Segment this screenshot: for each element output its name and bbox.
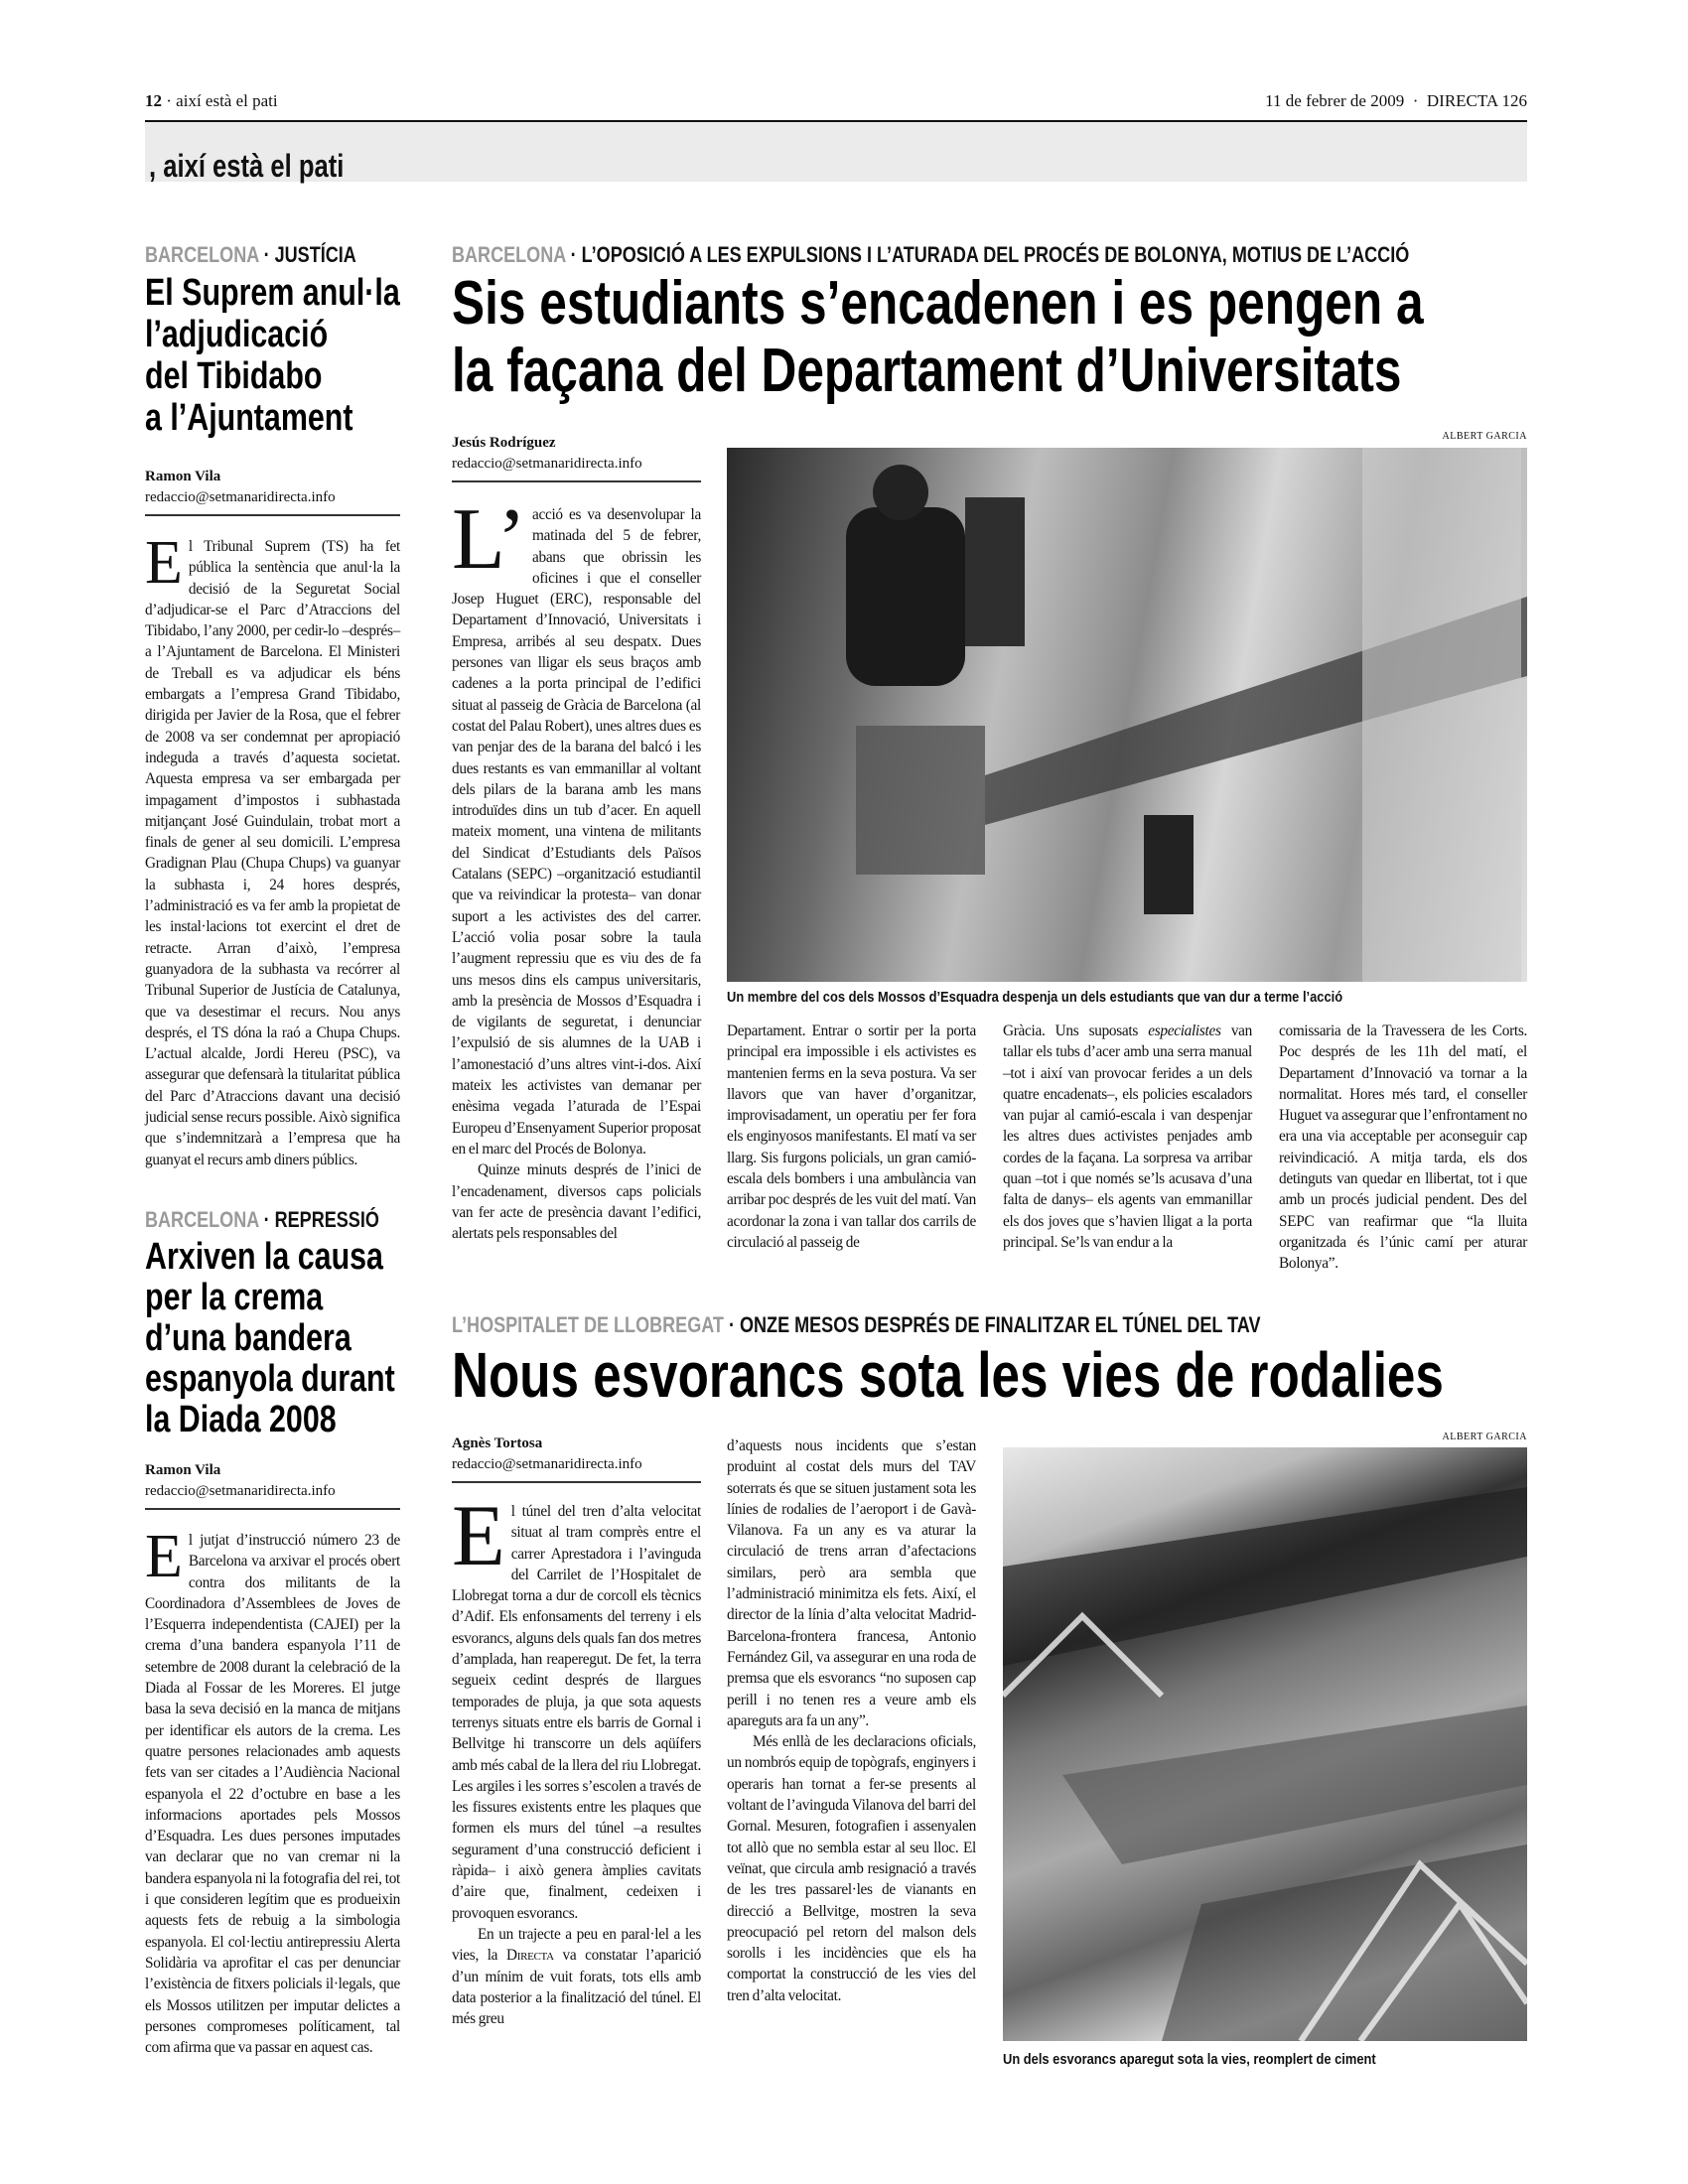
folio-separator: · <box>166 91 172 110</box>
drop-cap: E <box>145 1523 183 1590</box>
issue-separator: · <box>1412 91 1419 110</box>
kicker-place: BARCELONA <box>145 242 259 267</box>
main-story-1-headline <box>452 270 1424 405</box>
left-story-justicia <box>145 242 400 1170</box>
kicker-topic: · L’OPOSICIÓ A LES EXPULSIONS I L’ATURADA DEL PROCÉS DE BOLONYA, MOTIUS DE L’ACCIÓ <box>570 242 1410 267</box>
headline-line: la Diada 2008 <box>145 1399 337 1440</box>
main-story-2-col-2 <box>727 1435 976 2006</box>
paragraph-text: En un trajecte a peu en paral·lel a les vies, la <box>452 1925 701 1965</box>
kicker-place: BARCELONA <box>145 1207 259 1232</box>
paragraph: l jutjat d’instrucció número 23 de Barcelona va arxivar el procés obert contra dos militants de la Coordinadora d’Assemblees de Joves de l’Esquerra independentista (CAJEI) per la crema d’una bandera espanyola l’11 de setembre de 2008 durant la celebració de la Diada al Fossar de les Moreres. El jutge basa la seva decisió en la manca de mitjans per identificar els autors de la crema. Les quatre persones relacionades amb aquests fets van ser citades a l’Audiència Nacional espanyola el 22 d’octubre en base a les informacions aportades pels Mossos d’Esquadra. Les dues persones imputades van declarar que no van cremar ni la bandera espanyola ni la fotografia del rei, tot i que consideren legítim que es produeixin aquests fets de rebuig a la simbologia espanyola. El col·lectiu antirepressiu Alerta Solidària va aprofitar el cas per denunciar l’existència de fitxers policials il·legals, que els Mossos utilitzen per imputar delictes a persones compromeses políticament, tal com afirma que va passar en aquest cas. <box>145 1532 400 2057</box>
headline-line: espanyola durant <box>145 1358 395 1400</box>
folio-section: així està el pati <box>176 91 278 110</box>
main-story-1-col-1 <box>452 491 701 1244</box>
paragraph: Més enllà de les declaracions oficials, un nombrós equip de topògrafs, enginyers i operaris han tornat a fer-se presents al voltant de l’avinguda Vilanova del barri del Gornal. Mesuren, fotografien i assenyalen tot allò que no sembla estar al seu lloc. El veïnat, que circula amb resignació a través de les tres passarel·les de vianants en direcció a Bellvitge, mostren la seva preocupació pel retorn del malson dels sorolls i les incidències que els ha comportat la construcció de les vies del tren d’alta velocitat. <box>727 1733 976 2004</box>
main-story-2-headline <box>452 1340 1444 1410</box>
paragraph-text: va constatar l’aparició d’un mínim de vuit forats, tots ells amb data posterior a la finalització del túnel. El més greu <box>452 1947 702 2028</box>
section-title: , així està el pati <box>149 148 345 184</box>
emphasis: especialistes <box>1148 1023 1221 1039</box>
byline <box>145 467 400 516</box>
headline-line: El Suprem anul·la <box>145 272 400 314</box>
photo-sinkhole-tracks <box>1003 1447 1527 2041</box>
photo-caption: Un membre del cos dels Mossos d’Esquadra despenja un dels estudiants que van dur a terme l’acció <box>727 989 1343 1006</box>
main-story-1-col-3 <box>1003 1021 1252 1253</box>
headline-line: d’una bandera <box>145 1317 352 1359</box>
photo-illustration <box>727 448 1527 982</box>
headline-line: Arxiven la causa <box>145 1236 383 1278</box>
paragraph: l túnel del tren d’alta velocitat situat al tram comprès entre el carrer Aprestadora i l’avinguda del Carrilet de l’Hospitalet de Llobregat torna a dur de corcoll els tècnics d’Adif. Els enfonsaments del terreny i els esvorancs, alguns dels quals fan dos metres d’amplada, han reaperegut. De fet, la terra segueix cedint després de llargues temporades de pluja, ja que sota aquests terrenys situats entre els barris de Gornal i Bellvitge hi transcorre un dels aqüífers amb més cabal de la llera del riu Llobregat. Les argiles i les sorres s’escolen a través de les fissures existents entre les plaques que formen els murs del túnel –a resultes segurament d’una construcció deficient i ràpida– i això genera àmplies cavitats d’aire que, finalment, cedeixen i provoquen esvorancs. <box>452 1503 701 1922</box>
photo-caption: Un dels esvorancs aparegut sota la vies, reomplert de ciment <box>1003 2051 1376 2068</box>
kicker-topic: · ONZE MESOS DESPRÉS DE FINALITZAR EL TÚNEL DEL TAV <box>728 1312 1261 1337</box>
headline-line: Nous esvorancs sota les vies de rodalies <box>452 1339 1444 1411</box>
issue-date: 11 de febrer de 2009 <box>1265 91 1405 110</box>
main-story-1-kicker <box>452 242 1409 268</box>
paragraph: d’aquests nous incidents que s’estan produint al costat dels murs del TAV soterrats és que se situen justament sota les línies de rodalies de l’aeroport i de Gavà-Vilanova. Fa un any es va aturar la circulació de trens arran d’afectacions similars, però ara sembla que l’administració minimitza els fets. Així, el director de la línia d’alta velocitat Madrid-Barcelona-frontera francesa, Antonio Fernández Gil, va assegurar en una roda de premsa que els esvorancs “no suposen cap perill i no tenen res a veure amb els apareguts ara fa un any”. <box>727 1437 976 1729</box>
photo-activists-facade <box>727 448 1527 982</box>
paragraph: l Tribunal Suprem (TS) ha fet pública la sentència que anul·la la decisió de la Seguretat Social d’adjudicar-se el Parc d’Atraccions del Tibidabo, l’any 2000, per cedir-lo –després– a l’Ajuntament de Barcelona. El Ministeri de Treball es va adjudicar els béns embargats a l’empresa Grand Tibidabo, dirigida per Javier de la Rosa, que el febrer de 2008 va ser condemnat per apropiació indeguda a través d’aquesta societat. Aquesta empresa va ser embargada per impagament d’impostos i subhastada mitjançant José Guindulain, trobat mort a finals de gener al seu domicili. L’empresa Gradignan Plau (Chupa Chups) va guanyar la subhasta i, 24 hores després, l’administració es va fer amb la propietat de les instal·lacions tot exercint el dret de retracte. Arran d’això, l’empresa guanyadora de la subhasta va recórrer al Tribunal Superior de Justícia de Catalunya, que va desestimar el recurs. Nou anys després, el TS dóna la raó a Chupa Chups. L’actual alcalde, Jordi Hereu (PSC), va assegurar que defensarà la titularitat pública del Parc d’Atraccions davant una decisió judicial sense recurs possible. Això significa que s’indemnitzarà a l’empresa que ha guanyat el recurs amb diners públics. <box>145 538 400 1168</box>
photo-illustration <box>1003 1447 1527 2041</box>
paragraph: Departament. Entrar o sortir per la porta principal era impossible i els activistes es mantenien ferms en la seva postura. Va ser llavors que van haver d’organitzar, improvisadament, un operatiu per fer fora els enginyosos manifestants. El matí va ser llarg. Sis furgons policials, un gran camió-escala dels bombers i una ambulància van arribar poc després de les vuit del matí. Van acordonar la zona i van tallar dos carrils de circulació al passeig de <box>727 1023 976 1251</box>
author-email[interactable]: redaccio@setmanaridirecta.info <box>452 456 642 472</box>
article-body <box>145 1523 400 2058</box>
issue-info <box>1265 91 1527 111</box>
drop-cap: L’ <box>452 491 526 588</box>
paragraph: Quinze minuts després de l’inici de l’encadenament, diversos caps policials van fer acte de presència davant l’edifici, alertats pels responsables del <box>452 1161 701 1243</box>
headline-line: l’adjudicació <box>145 314 329 355</box>
author: Agnès Tortosa <box>452 1435 543 1451</box>
byline <box>145 1460 400 1510</box>
headline-line: Sis estudiants s’encadenen i es pengen a <box>452 269 1424 338</box>
main-story-1-byline <box>452 433 701 482</box>
page-folio <box>145 91 278 111</box>
headline <box>145 1237 400 1440</box>
author: Ramon Vila <box>145 469 221 484</box>
author-email[interactable]: redaccio@setmanaridirecta.info <box>452 1456 642 1472</box>
drop-cap: E <box>452 1488 505 1584</box>
brand-name: Directa <box>505 1947 554 1965</box>
kicker-place: L’HOSPITALET DE LLOBREGAT <box>452 1312 724 1337</box>
kicker <box>145 242 354 268</box>
headline-line: la façana del Departament d’Universitats <box>452 337 1402 405</box>
paragraph-text: van tallar els tubs d’acer amb una serra manual –tot i així van provocar ferides a un dels quatre encadenats–, els policies escaladors van pujar al camió-escala i van despenjar les altres dues activistes penjades amb cordes de la façana. La sorpresa va arribar quan –tot i que només se’ls acusava d’una falta de danys– els agents van emmanillar els dos joves que s’havien lligat a la porta principal. Se’ls van endur a la <box>1003 1023 1253 1251</box>
issue-number: DIRECTA 126 <box>1426 91 1527 110</box>
main-story-1-col-2 <box>727 1021 976 1253</box>
paragraph: comissaria de la Travessera de les Corts. Poc després de les 11h del matí, el Departament d’Innovació va tornar a la normalitat. Hores més tard, el conseller Huguet va assegurar que l’enfrontament no era una via acceptable per aconseguir cap reivindicació. A mitja tarda, els dos detinguts van quedar en llibertat, tot i que amb un procés judicial pendent. Des del SEPC van reafirmar que “la lluita organitzada és l’únic camí per aturar Bolonya”. <box>1279 1023 1527 1273</box>
author-email[interactable]: redaccio@setmanaridirecta.info <box>145 489 336 505</box>
headline <box>145 272 400 439</box>
kicker <box>145 1207 379 1233</box>
author-email[interactable]: redaccio@setmanaridirecta.info <box>145 1483 336 1499</box>
kicker-topic: · JUSTÍCIA <box>263 242 356 267</box>
main-story-2-byline <box>452 1433 701 1483</box>
kicker-place: BARCELONA <box>452 242 566 267</box>
main-story-2-col-1 <box>452 1488 702 2029</box>
main-story-1-col-4 <box>1279 1021 1527 1275</box>
kicker-topic: · REPRESSIÓ <box>263 1207 379 1232</box>
page-number: 12 <box>145 91 162 110</box>
section-band <box>145 122 1527 182</box>
author: Ramon Vila <box>145 1462 221 1478</box>
photo-credit: ALBERT GARCIA <box>1442 431 1527 442</box>
headline-line: a l’Ajuntament <box>145 397 353 439</box>
paragraph: acció es va desenvolupar la matinada del 5 de febrer, abans que obrissin les oficines i que el conseller Josep Huguet (ERC), responsable del Departament d’Innovació, Universitats i Empresa, arribés al seu despatx. Dues persones van lligar els seus braços amb cadenes a la porta principal de l’edifici situat al passeig de Gràcia de Barcelona (al costat del Palau Robert), unes altres dues es van penjar des de la barana del balcó i les dues restants es van emmanillar al voltant dels pilars de la barana amb les mans introduïdes dins un tub d’acer. En aquell mateix moment, una vintena de militants del Sindicat d’Estudiants dels Països Catalans (SEPC) –organització estudiantil que va reivindicar la protesta– van donar suport a les activistes des del carrer. L’acció volia posar sobre la taula l’augment repressiu que es viu des de fa uns mesos dins els campus universitaris, amb la presència de Mossos d’Esquadra i de vigilants de seguretat, i denunciar l’expulsió de sis alumnes de la UAB i l’amonestació d’uns altres vint-i-dos. Així mateix les activistes van demanar per enèsima vegada l’aturada de l’Espai Europeu d’Ensenyament Superior proposat en el marc del Procés de Bolonya. <box>452 506 701 1158</box>
headline-line: per la crema <box>145 1277 324 1318</box>
drop-cap: E <box>145 529 183 597</box>
headline-line: del Tibidabo <box>145 355 323 397</box>
article-body <box>145 529 400 1170</box>
author: Jesús Rodríguez <box>452 435 556 451</box>
photo-credit: ALBERT GARCIA <box>1442 1432 1527 1442</box>
main-story-2-kicker <box>452 1312 1261 1338</box>
left-story-repressio <box>145 1207 400 2058</box>
paragraph-text: Gràcia. Uns suposats <box>1003 1023 1149 1039</box>
